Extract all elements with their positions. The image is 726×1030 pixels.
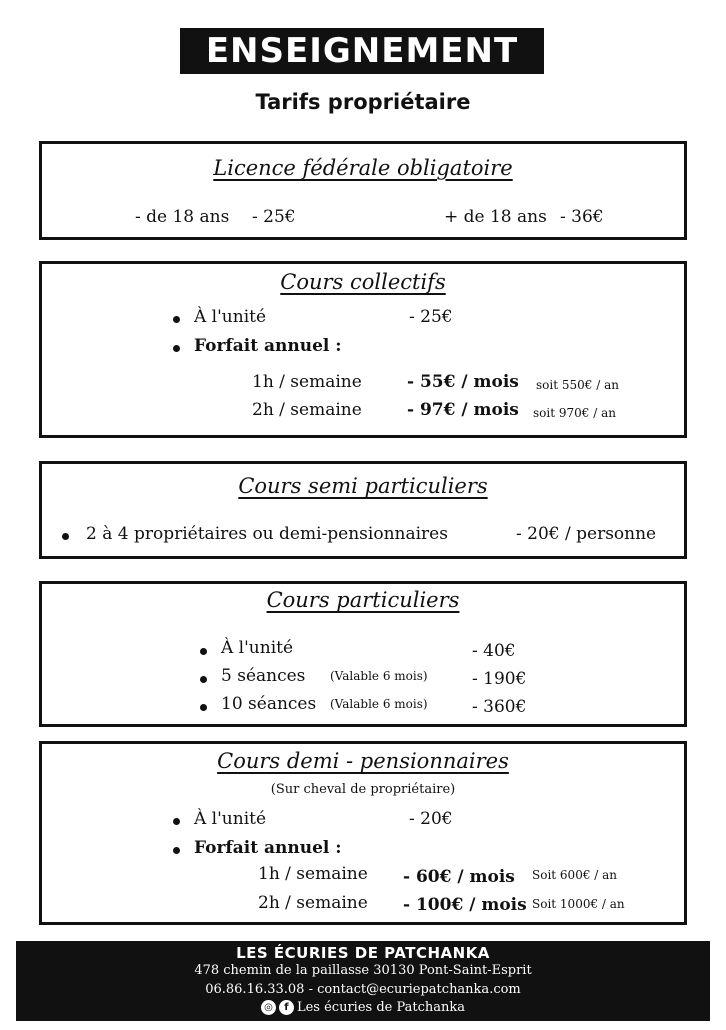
footer-social <box>16 1000 710 1015</box>
licence-over18-label: + de 18 ans <box>444 207 547 227</box>
bullet <box>200 704 207 711</box>
footer-address: 478 chemin de la paillasse 30130 Pont-Saint-Esprit <box>194 963 532 978</box>
semi-item-label: 2 à 4 propriétaires ou demi-pensionnaires <box>86 524 448 544</box>
demi-unit-price: - 20€ <box>409 809 453 829</box>
collectifs-row-note: soit 550€ / an <box>536 378 619 392</box>
demi-unit-label: À l'unité <box>194 809 267 829</box>
licence-section <box>39 141 687 240</box>
demi-title: Cours demi - pensionnaires <box>217 749 509 773</box>
collectifs-forfait-label: Forfait annuel : <box>194 336 342 356</box>
licence-under18-label: - de 18 ans <box>135 207 230 227</box>
collectifs-row-price: - 97€ / mois <box>407 400 519 420</box>
particuliers-row-label: 10 séances <box>221 694 317 714</box>
particuliers-row-price: - 40€ <box>472 641 516 661</box>
demi-forfait-label: Forfait annuel : <box>194 838 342 858</box>
semi-item-price: - 20€ / personne <box>516 524 657 544</box>
licence-title: Licence fédérale obligatoire <box>213 156 513 180</box>
bullet <box>200 676 207 683</box>
bullet <box>200 648 207 655</box>
collectifs-unit-price: - 25€ <box>409 307 453 327</box>
collectifs-unit-label: À l'unité <box>194 307 267 327</box>
bullet <box>173 316 180 323</box>
footer-social-label[interactable]: Les écuries de Patchanka <box>296 1000 466 1015</box>
licence-under18-price: - 25€ <box>252 207 296 227</box>
particuliers-row-note: (Valable 6 mois) <box>330 669 428 683</box>
bullet <box>173 345 180 352</box>
demi-row-price: - 60€ / mois <box>403 867 515 887</box>
collectifs-row-label: 2h / semaine <box>252 400 362 420</box>
collectifs-section <box>39 261 687 438</box>
particuliers-section <box>39 581 687 727</box>
collectifs-row-note: soit 970€ / an <box>533 406 616 420</box>
licence-over18-price: - 36€ <box>560 207 604 227</box>
bullet <box>62 533 69 540</box>
particuliers-row-note: (Valable 6 mois) <box>330 697 428 711</box>
page-title: ENSEIGNEMENT <box>180 28 544 74</box>
collectifs-row-price: - 55€ / mois <box>407 372 519 392</box>
particuliers-row-label: À l'unité <box>221 638 294 658</box>
facebook-icon[interactable]: f <box>279 1000 294 1015</box>
particuliers-row-price: - 190€ <box>472 669 527 689</box>
demi-subtitle: (Sur cheval de propriétaire) <box>270 782 456 797</box>
particuliers-row-label: 5 séances <box>221 666 306 686</box>
collectifs-title: Cours collectifs <box>280 270 446 294</box>
demi-section <box>39 741 687 925</box>
demi-row-note: Soit 600€ / an <box>532 868 618 882</box>
demi-row-label: 1h / semaine <box>258 864 368 884</box>
bullet <box>173 818 180 825</box>
demi-row-label: 2h / semaine <box>258 893 368 913</box>
bullet <box>173 847 180 854</box>
footer <box>16 941 710 1021</box>
semi-title: Cours semi particuliers <box>238 474 488 498</box>
demi-row-note: Soit 1000€ / an <box>532 897 625 911</box>
demi-row-price: - 100€ / mois <box>403 895 527 915</box>
page-subtitle: Tarifs propriétaire <box>255 90 471 114</box>
footer-business-name: LES ÉCURIES DE PATCHANKA <box>236 944 490 962</box>
particuliers-title: Cours particuliers <box>266 588 460 612</box>
collectifs-row-label: 1h / semaine <box>252 372 362 392</box>
semi-section <box>39 461 687 559</box>
instagram-icon[interactable]: ◎ <box>261 1000 276 1015</box>
footer-contact[interactable]: 06.86.16.33.08 - contact@ecuriepatchanka.com <box>205 982 521 997</box>
particuliers-row-price: - 360€ <box>472 697 527 717</box>
